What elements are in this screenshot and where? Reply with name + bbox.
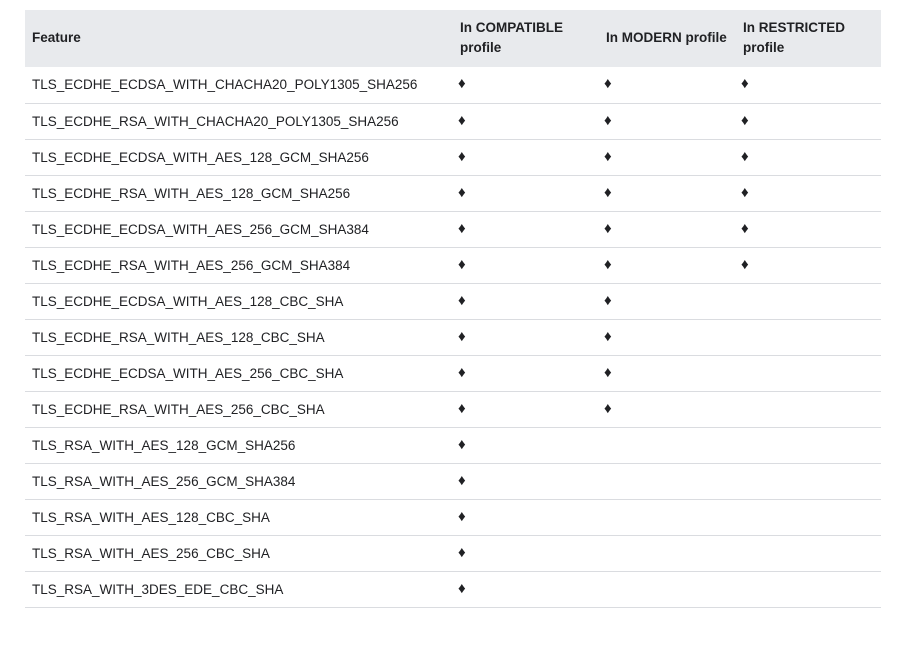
feature-cell: TLS_RSA_WITH_AES_128_GCM_SHA256 (25, 427, 453, 463)
compatible-profile-cell (453, 247, 599, 283)
table-row (25, 103, 881, 139)
feature-cell: TLS_ECDHE_RSA_WITH_AES_128_CBC_SHA (25, 319, 453, 355)
diamond-icon: ♦ (458, 507, 466, 525)
table-header (25, 10, 881, 67)
diamond-icon: ♦ (458, 147, 466, 165)
table-row (25, 463, 881, 499)
modern-profile-cell (599, 175, 736, 211)
feature-cell: TLS_ECDHE_ECDSA_WITH_AES_128_GCM_SHA256 (25, 139, 453, 175)
compatible-profile-cell (453, 175, 599, 211)
feature-cell: TLS_RSA_WITH_AES_256_GCM_SHA384 (25, 463, 453, 499)
diamond-icon: ♦ (604, 255, 612, 273)
restricted-profile-cell (736, 571, 881, 607)
feature-cell: TLS_ECDHE_ECDSA_WITH_AES_256_CBC_SHA (25, 355, 453, 391)
restricted-profile-cell (736, 391, 881, 427)
feature-cell: TLS_RSA_WITH_AES_128_CBC_SHA (25, 499, 453, 535)
modern-profile-cell (599, 67, 736, 103)
table-row (25, 427, 881, 463)
header-modern-profile: In MODERN profile (599, 10, 736, 67)
feature-cell: TLS_RSA_WITH_AES_256_CBC_SHA (25, 535, 453, 571)
feature-cell: TLS_ECDHE_ECDSA_WITH_AES_256_GCM_SHA384 (25, 211, 453, 247)
compatible-profile-cell (453, 571, 599, 607)
modern-profile-cell (599, 211, 736, 247)
feature-cell: TLS_ECDHE_ECDSA_WITH_CHACHA20_POLY1305_SHA256 (25, 67, 453, 103)
compatible-profile-cell (453, 427, 599, 463)
table-row (25, 319, 881, 355)
modern-profile-cell (599, 535, 736, 571)
diamond-icon: ♦ (604, 75, 612, 93)
compatible-profile-cell (453, 391, 599, 427)
restricted-profile-cell (736, 139, 881, 175)
restricted-profile-cell (736, 319, 881, 355)
restricted-profile-cell (736, 211, 881, 247)
compatible-profile-cell (453, 355, 599, 391)
diamond-icon: ♦ (604, 291, 612, 309)
modern-profile-cell (599, 247, 736, 283)
feature-cell: TLS_ECDHE_RSA_WITH_AES_256_GCM_SHA384 (25, 247, 453, 283)
diamond-icon: ♦ (458, 471, 466, 489)
diamond-icon: ♦ (604, 111, 612, 129)
feature-cell: TLS_ECDHE_RSA_WITH_AES_128_GCM_SHA256 (25, 175, 453, 211)
table-row (25, 247, 881, 283)
diamond-icon: ♦ (458, 183, 466, 201)
compatible-profile-cell (453, 103, 599, 139)
diamond-icon: ♦ (458, 363, 466, 381)
diamond-icon: ♦ (458, 111, 466, 129)
diamond-icon: ♦ (458, 579, 466, 597)
header-feature: Feature (25, 10, 453, 67)
compatible-profile-cell (453, 463, 599, 499)
table-row (25, 283, 881, 319)
table-row (25, 211, 881, 247)
compatible-profile-cell (453, 499, 599, 535)
diamond-icon: ♦ (458, 399, 466, 417)
feature-cell: TLS_ECDHE_RSA_WITH_CHACHA20_POLY1305_SHA256 (25, 103, 453, 139)
diamond-icon: ♦ (741, 147, 749, 165)
diamond-icon: ♦ (741, 183, 749, 201)
header-compatible-profile: In COMPATIBLE profile (453, 10, 599, 67)
restricted-profile-cell (736, 427, 881, 463)
feature-cell: TLS_RSA_WITH_3DES_EDE_CBC_SHA (25, 571, 453, 607)
cipher-suite-table (25, 10, 881, 608)
diamond-icon: ♦ (458, 435, 466, 453)
restricted-profile-cell (736, 355, 881, 391)
diamond-icon: ♦ (458, 543, 466, 561)
diamond-icon: ♦ (604, 363, 612, 381)
modern-profile-cell (599, 499, 736, 535)
table-row (25, 571, 881, 607)
modern-profile-cell (599, 103, 736, 139)
diamond-icon: ♦ (741, 255, 749, 273)
modern-profile-cell (599, 283, 736, 319)
diamond-icon: ♦ (458, 255, 466, 273)
table-row (25, 67, 881, 103)
diamond-icon: ♦ (458, 291, 466, 309)
modern-profile-cell (599, 463, 736, 499)
modern-profile-cell (599, 355, 736, 391)
feature-cell: TLS_ECDHE_ECDSA_WITH_AES_128_CBC_SHA (25, 283, 453, 319)
restricted-profile-cell (736, 67, 881, 103)
compatible-profile-cell (453, 211, 599, 247)
compatible-profile-cell (453, 319, 599, 355)
table-row (25, 139, 881, 175)
compatible-profile-cell (453, 67, 599, 103)
restricted-profile-cell (736, 103, 881, 139)
table-row (25, 355, 881, 391)
modern-profile-cell (599, 391, 736, 427)
restricted-profile-cell (736, 463, 881, 499)
header-restricted-profile: In RESTRICTED profile (736, 10, 881, 67)
diamond-icon: ♦ (458, 219, 466, 237)
restricted-profile-cell (736, 535, 881, 571)
cipher-suite-table-container (25, 10, 881, 608)
diamond-icon: ♦ (604, 327, 612, 345)
restricted-profile-cell (736, 175, 881, 211)
restricted-profile-cell (736, 247, 881, 283)
diamond-icon: ♦ (741, 219, 749, 237)
table-row (25, 391, 881, 427)
restricted-profile-cell (736, 283, 881, 319)
table-body (25, 67, 881, 607)
diamond-icon: ♦ (741, 75, 749, 93)
compatible-profile-cell (453, 139, 599, 175)
modern-profile-cell (599, 571, 736, 607)
diamond-icon: ♦ (458, 327, 466, 345)
modern-profile-cell (599, 139, 736, 175)
diamond-icon: ♦ (604, 399, 612, 417)
diamond-icon: ♦ (458, 75, 466, 93)
restricted-profile-cell (736, 499, 881, 535)
diamond-icon: ♦ (604, 183, 612, 201)
diamond-icon: ♦ (741, 111, 749, 129)
modern-profile-cell (599, 427, 736, 463)
table-row (25, 175, 881, 211)
compatible-profile-cell (453, 535, 599, 571)
modern-profile-cell (599, 319, 736, 355)
table-row (25, 499, 881, 535)
table-row (25, 535, 881, 571)
compatible-profile-cell (453, 283, 599, 319)
diamond-icon: ♦ (604, 147, 612, 165)
feature-cell: TLS_ECDHE_RSA_WITH_AES_256_CBC_SHA (25, 391, 453, 427)
header-row (25, 10, 881, 67)
diamond-icon: ♦ (604, 219, 612, 237)
